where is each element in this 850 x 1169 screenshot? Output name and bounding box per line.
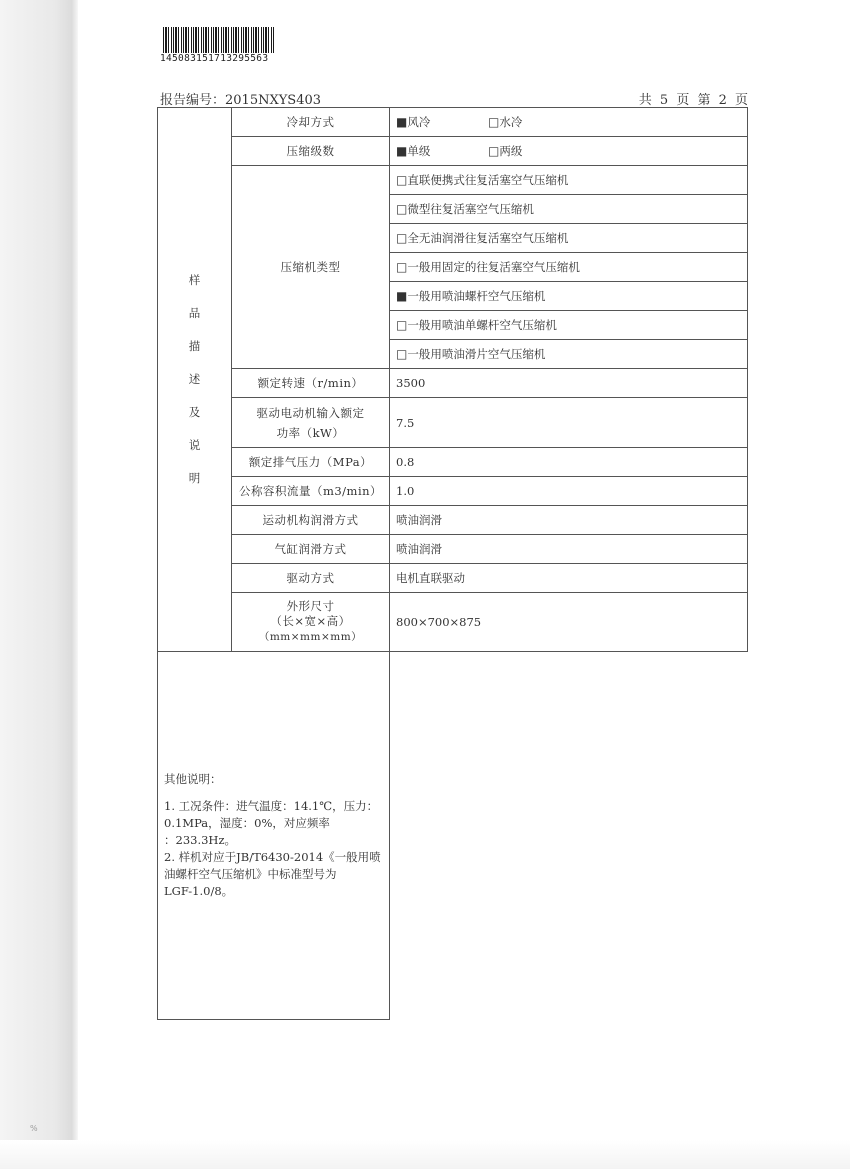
- scan-bottom-edge: [0, 1140, 850, 1169]
- side-label-sample-description: [158, 108, 232, 652]
- type-option: [390, 253, 748, 282]
- motor-power-value: 7.5: [390, 398, 748, 448]
- checkbox-unchecked-icon: □: [396, 173, 408, 187]
- side-char: 样: [188, 273, 201, 287]
- checkbox-unchecked-icon: □: [396, 231, 408, 245]
- cooling-label: 冷却方式: [232, 108, 390, 137]
- barcode-image: [163, 27, 275, 53]
- row-mech-lube: [158, 506, 748, 535]
- compressor-type-label: 压缩机类型: [232, 166, 390, 369]
- side-char: 述: [188, 372, 201, 386]
- row-notes: [158, 652, 748, 1020]
- option-two-stage-group: [488, 143, 522, 159]
- side-char: 及: [188, 405, 201, 419]
- checkbox-unchecked-icon: □: [396, 318, 408, 332]
- row-motor-power: [158, 398, 748, 448]
- stray-mark: %: [30, 1124, 38, 1133]
- checkbox-unchecked-icon: □: [396, 202, 408, 216]
- checkbox-checked-icon: ■: [396, 144, 408, 158]
- note-2: 2. 样机对应于JB/T6430-2014《一般用喷油螺杆空气压缩机》中标准型号为: [164, 850, 381, 881]
- cyl-lube-label: 气缸润滑方式: [232, 535, 390, 564]
- type-option-text: 一般用固定的往复活塞空气压缩机: [407, 260, 580, 274]
- scan-edge-shadow: [0, 0, 78, 1169]
- sample-description-table: [157, 107, 748, 1020]
- type-option: [390, 340, 748, 369]
- stages-label: 压缩级数: [232, 137, 390, 166]
- checkbox-unchecked-icon: □: [488, 115, 500, 129]
- checkbox-checked-icon: ■: [396, 115, 408, 129]
- type-option-text: 微型往复活塞空气压缩机: [407, 202, 534, 216]
- barcode-number: 145083151713295563: [160, 53, 269, 64]
- side-char: 明: [188, 471, 201, 485]
- option-two-stage: 两级: [499, 144, 523, 158]
- page-indicator: 共 5 页 第 2 页: [638, 93, 748, 108]
- type-option-text: 直联便携式往复活塞空气压缩机: [407, 173, 569, 187]
- row-type-option: [158, 166, 748, 195]
- type-option: [390, 224, 748, 253]
- dimensions-label-line1: 外形尺寸: [286, 599, 335, 613]
- note-1: 1. 工况条件：进气温度：14.1℃，压力：0.1MPa，湿度：0%，对应频率: [164, 799, 379, 830]
- pressure-label: 额定排气压力（MPa）: [232, 448, 390, 477]
- type-option-text: 全无油润滑往复活塞空气压缩机: [407, 231, 569, 245]
- motor-power-label-line1: 驱动电动机输入额定: [256, 405, 365, 420]
- row-cyl-lube: [158, 535, 748, 564]
- stages-options: [390, 137, 748, 166]
- checkbox-unchecked-icon: □: [396, 347, 408, 361]
- note-2-continued: LGF-1.0/8。: [164, 884, 234, 898]
- type-option: [390, 166, 748, 195]
- row-speed: [158, 369, 748, 398]
- type-option-text: 一般用喷油单螺杆空气压缩机: [407, 318, 557, 332]
- row-stages: [158, 137, 748, 166]
- mech-lube-value: 喷油润滑: [390, 506, 748, 535]
- type-option: [390, 311, 748, 340]
- motor-power-label-line2: 功率（kW）: [276, 425, 345, 440]
- pressure-value: 0.8: [390, 448, 748, 477]
- dimensions-value: 800×700×875: [390, 593, 748, 652]
- drive-value: 电机直联驱动: [390, 564, 748, 593]
- mech-lube-label: 运动机构润滑方式: [232, 506, 390, 535]
- row-dimensions: [158, 593, 748, 652]
- speed-value: 3500: [390, 369, 748, 398]
- flow-value: 1.0: [390, 477, 748, 506]
- note-1-continued: ：233.3Hz。: [164, 833, 237, 847]
- dimensions-label-line2: （长×宽×高）: [270, 614, 351, 628]
- row-cooling: [158, 108, 748, 137]
- type-option-text: 一般用喷油螺杆空气压缩机: [407, 289, 546, 303]
- cyl-lube-value: 喷油润滑: [390, 535, 748, 564]
- option-air-cooled: 风冷: [407, 115, 431, 129]
- type-option-selected: [390, 282, 748, 311]
- report-number-label: 报告编号：: [160, 93, 226, 108]
- flow-label: 公称容积流量（m3/min）: [232, 477, 390, 506]
- row-drive: [158, 564, 748, 593]
- drive-label: 驱动方式: [232, 564, 390, 593]
- checkbox-checked-icon: ■: [396, 289, 408, 303]
- notes-title: 其他说明：: [164, 772, 222, 786]
- dimensions-label: [232, 593, 390, 652]
- option-water-cooled-group: [488, 114, 522, 130]
- row-flow: [158, 477, 748, 506]
- checkbox-unchecked-icon: □: [488, 144, 500, 158]
- other-notes: [158, 652, 390, 1020]
- option-water-cooled: 水冷: [499, 115, 523, 129]
- cooling-options: [390, 108, 748, 137]
- motor-power-label: [232, 398, 390, 448]
- row-pressure: [158, 448, 748, 477]
- type-option: [390, 195, 748, 224]
- checkbox-unchecked-icon: □: [396, 260, 408, 274]
- side-char: 描: [188, 339, 201, 353]
- side-char: 品: [188, 306, 201, 320]
- report-number: [160, 89, 321, 108]
- side-char: 说: [188, 438, 201, 452]
- dimensions-label-line3: （mm×mm×mm）: [258, 631, 363, 643]
- report-number-value: 2015NXYS403: [225, 93, 322, 108]
- option-single-stage: 单级: [407, 144, 431, 158]
- type-option-text: 一般用喷油滑片空气压缩机: [407, 347, 546, 361]
- speed-label: 额定转速（r/min）: [232, 369, 390, 398]
